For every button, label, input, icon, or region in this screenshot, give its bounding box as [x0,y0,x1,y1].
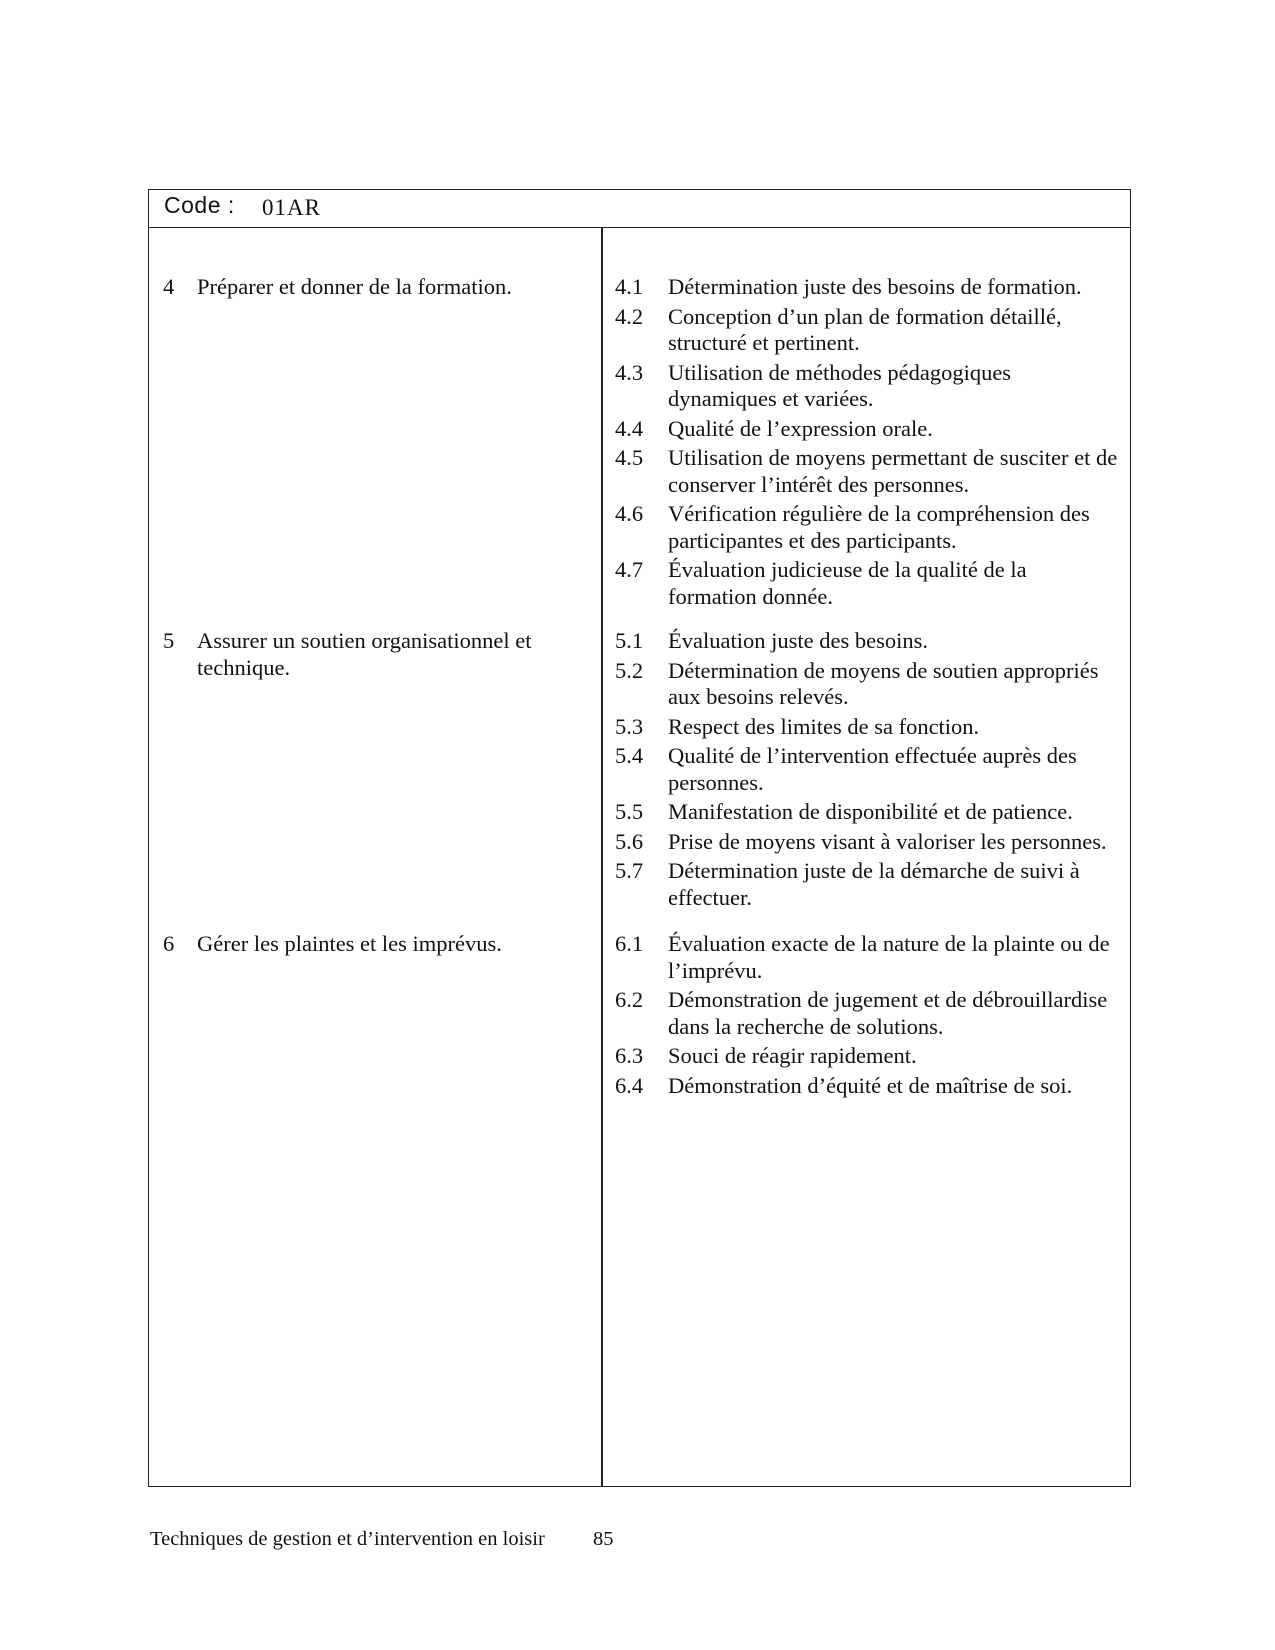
criterion-number: 4.6 [615,501,644,526]
code-value: 01AR [262,195,321,220]
criterion-number: 4.3 [615,359,644,385]
criterion [615,416,1120,443]
criterion-number: 5.5 [615,799,644,824]
criterion [615,628,1120,655]
criteria-group-5 [615,628,1120,914]
criterion-text: Respect des limites de sa fonction. [668,713,980,739]
criterion [615,858,1120,911]
criterion [615,714,1120,741]
code-row [149,190,1130,228]
criterion-text: Conception d’un plan de formation détaillé, structuré et pertinent. [668,303,1062,355]
code-label: Code : [164,192,235,218]
criterion-number: 4.5 [615,445,644,470]
criterion-text: Démonstration de jugement et de débrouillardise dans la recherche de solutions. [668,987,1108,1039]
criterion [615,931,1120,984]
element-item [163,931,583,958]
criterion-number: 5.7 [615,858,644,883]
criterion-number: 6.2 [615,987,644,1012]
criterion-text: Qualité de l’expression orale. [668,415,933,441]
element-number: 5 [163,628,175,653]
criterion-text: Prise de moyens visant à valoriser les personnes. [668,828,1107,854]
criterion [615,1073,1120,1100]
criterion-number: 6.1 [615,931,644,956]
criteria-group-6 [615,931,1120,1102]
criterion-text: Utilisation de moyens permettant de susciter et de conserver l’intérêt des personnes. [668,445,1118,497]
criterion-text: Évaluation judicieuse de la qualité de la formation donnée. [668,557,1027,609]
criterion-text: Évaluation juste des besoins. [668,628,928,653]
element-text: Gérer les plaintes et les imprévus. [197,931,502,956]
criterion-number: 4.4 [615,415,644,441]
criterion-text: Évaluation exacte de la nature de la plainte ou de l’imprévu. [668,931,1110,983]
element-item [163,274,583,301]
criterion-text: Utilisation de méthodes pédagogiques dynamiques et variées. [668,359,1012,411]
criterion-number: 4.1 [615,274,644,299]
criterion [615,799,1120,826]
element-item [163,628,583,681]
criterion-text: Détermination juste des besoins de formation. [668,274,1082,299]
criterion-number: 5.3 [615,713,644,739]
criterion [615,274,1120,301]
footer-title: Techniques de gestion et d’intervention en loisir [150,1528,545,1550]
criterion-text: Démonstration d’équité et de maîtrise de soi. [668,1072,1073,1098]
criterion-number: 4.2 [615,303,644,329]
criterion [615,360,1120,413]
element-number: 4 [163,274,175,299]
criterion [615,557,1120,610]
criterion-number: 4.7 [615,557,644,582]
criterion-number: 5.4 [615,743,644,768]
element-number: 6 [163,931,175,956]
criteria-group-4 [615,274,1120,613]
criterion-number: 6.4 [615,1072,644,1098]
criterion-text: Manifestation de disponibilité et de patience. [668,799,1073,824]
criterion-number: 5.2 [615,657,644,683]
criterion [615,829,1120,856]
column-divider [601,228,603,1486]
criterion-number: 5.1 [615,628,644,653]
criterion [615,1043,1120,1070]
criterion-text: Qualité de l’intervention effectuée auprès des personnes. [668,743,1077,795]
page-number: 85 [593,1528,614,1550]
competency-table [148,189,1131,1487]
criterion-number: 5.6 [615,828,644,854]
criterion-number: 6.3 [615,1043,644,1068]
criterion [615,304,1120,357]
criterion-text: Vérification régulière de la compréhension des participantes et des participants. [668,501,1090,553]
criterion [615,658,1120,711]
criterion [615,743,1120,796]
criterion [615,987,1120,1040]
criterion [615,501,1120,554]
criterion [615,445,1120,498]
criterion-text: Détermination de moyens de soutien appropriés aux besoins relevés. [668,657,1099,709]
element-text: Assurer un soutien organisationnel et technique. [197,628,532,680]
element-text: Préparer et donner de la formation. [197,274,512,299]
criterion-text: Souci de réagir rapidement. [668,1043,917,1068]
criterion-text: Détermination juste de la démarche de suivi à effectuer. [668,858,1080,910]
